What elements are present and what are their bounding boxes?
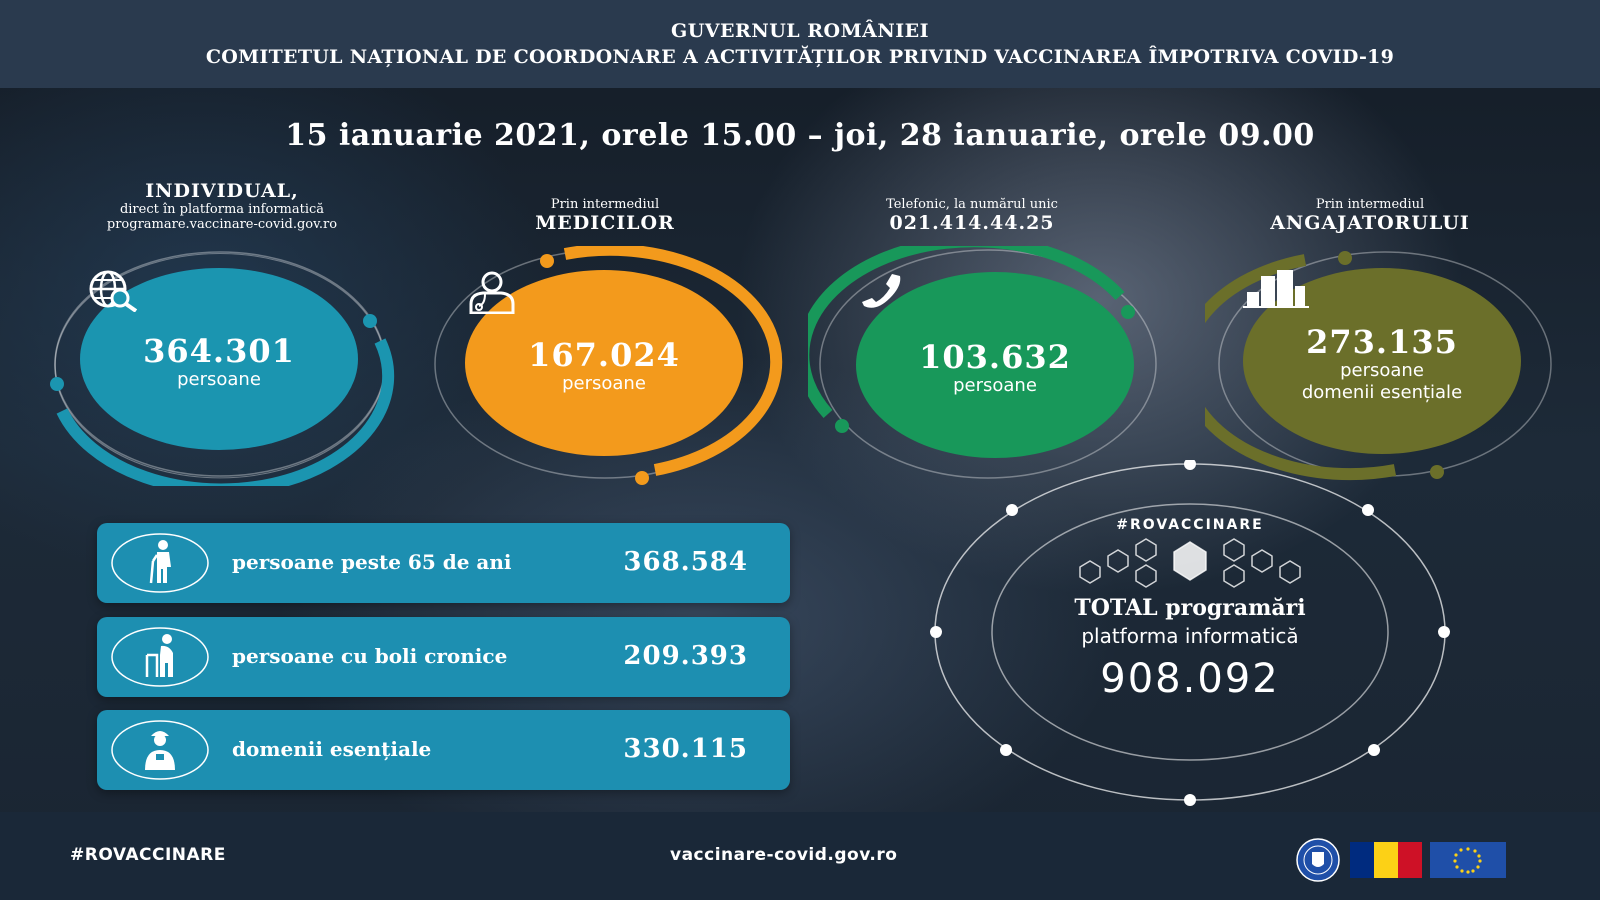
channel-unit-extra: domenii esențiale: [1301, 382, 1463, 403]
date-range: 15 ianuarie 2021, orele 15.00 – joi, 28 ianuarie, orele 09.00: [285, 118, 1315, 153]
category-row: [97, 710, 790, 790]
channel-title: 021.414.44.25: [889, 212, 1055, 234]
value-disc: [1243, 268, 1521, 454]
total-card: [930, 460, 1450, 810]
total-subtitle: platforma informatică: [1081, 624, 1299, 648]
footer-website-link[interactable]: vaccinare-covid.gov.ro: [670, 845, 898, 865]
header-bar: [0, 0, 1600, 88]
total-value: 908.092: [1100, 656, 1280, 702]
channel-heading-employer: [1210, 197, 1530, 234]
value-disc: [465, 270, 743, 456]
elderly-person-icon: [111, 533, 209, 593]
channel-value: 103.632: [919, 338, 1071, 376]
footer-hashtag: #ROVACCINARE: [70, 845, 226, 865]
channel-value: 364.301: [143, 332, 295, 370]
channel-pre: Prin intermediul: [1315, 197, 1425, 212]
channel-title: ANGAJATORULUI: [1270, 212, 1470, 234]
hexagon-icons-icon: [1080, 539, 1300, 587]
category-value: 209.393: [623, 641, 748, 671]
category-value: 368.584: [623, 547, 748, 577]
channel-card-employer: [1205, 246, 1565, 486]
category-row: [97, 617, 790, 697]
category-row: [97, 523, 790, 603]
channel-unit: persoane: [177, 369, 261, 390]
walker-person-icon: [111, 627, 209, 687]
channel-value: 167.024: [528, 336, 680, 374]
channel-card-individual: [40, 246, 400, 486]
channel-pre: Telefonic, la numărul unic: [886, 197, 1058, 212]
value-disc: [80, 268, 358, 450]
total-hashtag: #ROVACCINARE: [1116, 517, 1264, 533]
channel-url: programare.vaccinare-covid.gov.ro: [106, 217, 338, 232]
header-title: GUVERNUL ROMÂNIEI: [671, 20, 929, 42]
total-title: TOTAL programări: [1074, 595, 1306, 621]
category-label: persoane peste 65 de ani: [232, 550, 512, 574]
channel-card-doctors: [425, 246, 785, 486]
romania-flag-icon: [1350, 842, 1422, 878]
channel-card-phone: [808, 246, 1168, 486]
channel-heading-individual: [62, 180, 382, 232]
channel-title: MEDICILOR: [535, 212, 675, 234]
channel-heading-doctors: [445, 197, 765, 234]
category-label: persoane cu boli cronice: [232, 644, 508, 668]
worker-icon: [111, 720, 209, 780]
category-label: domenii esențiale: [232, 737, 432, 761]
value-disc: [856, 272, 1134, 458]
footer-bar: [0, 812, 1600, 900]
category-value: 330.115: [623, 734, 748, 764]
government-seal-icon: [1297, 839, 1339, 881]
channel-pre: Prin intermediul: [550, 197, 660, 212]
header-subtitle: COMITETUL NAȚIONAL DE COORDONARE A ACTIVITĂȚILOR PRIVIND VACCINAREA ÎMPOTRIVA COVID-19: [205, 46, 1395, 68]
channel-subtitle: direct în platforma informatică: [119, 202, 325, 217]
channel-value: 273.135: [1306, 323, 1458, 361]
channel-heading-phone: [812, 197, 1132, 234]
footer-logos: [1296, 838, 1536, 882]
channel-title: INDIVIDUAL,: [145, 180, 299, 202]
eu-flag-icon: [1430, 842, 1506, 878]
channel-unit: persoane: [1340, 360, 1424, 381]
channel-unit: persoane: [953, 375, 1037, 396]
channel-unit: persoane: [562, 373, 646, 394]
